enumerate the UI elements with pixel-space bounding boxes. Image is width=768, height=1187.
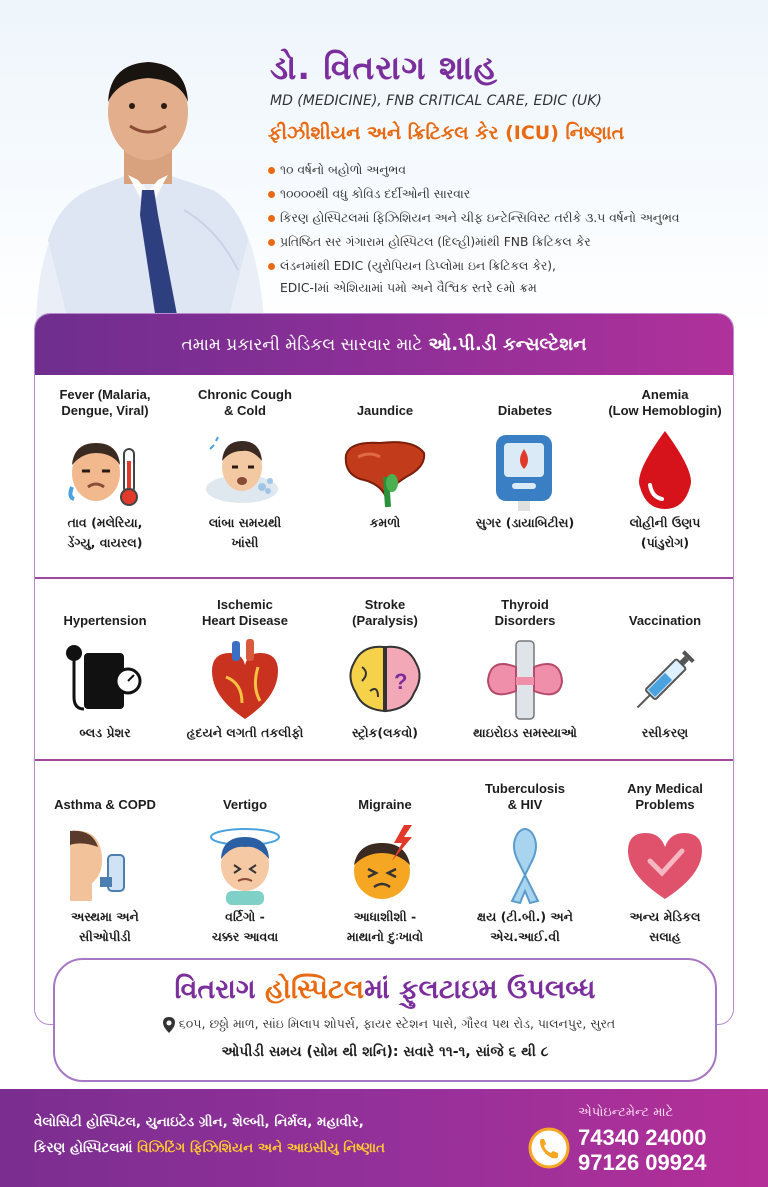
row-divider [35, 577, 734, 579]
service-stroke [315, 595, 455, 743]
heart-check-icon [620, 821, 710, 907]
service-vaccination [595, 595, 734, 743]
service-en-label: Thyroid Disorders [494, 597, 556, 628]
service-en-label: Chronic Cough & Cold [198, 387, 292, 418]
services-header-prefix: તમામ પ્રકારની મેડિકલ સારવાર માટે [181, 334, 423, 355]
service-en-label: Jaundice [356, 403, 414, 418]
phone-icon [528, 1127, 570, 1169]
service-tb-hiv [455, 779, 595, 947]
service-gu-label: ક્ષય (ટી.બી.) અને એચ.આઈ.વી [477, 909, 573, 944]
blood-drop-icon [620, 427, 710, 513]
service-any-medical [595, 779, 734, 947]
highlight-text: કિરણ હોસ્પિટલમાં ફિઝિશિયન અને ચીફ ઇન્ટેન્સિવિસ્ટ તરીકે ૩.૫ વર્ષનો અનુભવ [280, 211, 680, 225]
syringe-icon [620, 637, 710, 723]
service-gu-label: રસીકરણ [641, 725, 689, 740]
service-hypertension [35, 595, 175, 743]
highlight-text: ૧૦ વર્ષનો બહોળો અનુભવ [280, 163, 406, 177]
service-en-label: Vertigo [222, 797, 268, 812]
service-anemia [595, 385, 734, 553]
service-gu-label: થાઇરોઇડ સમસ્યાઓ [473, 725, 577, 740]
liver-icon [340, 427, 430, 513]
service-diabetes [455, 385, 595, 553]
doctor-degree: MD (MEDICINE), FNB CRITICAL CARE, EDIC (UK) [270, 93, 602, 109]
services-card [34, 313, 734, 1025]
appointment-label: એપોઇન્ટમેન્ટ માટે [578, 1105, 674, 1120]
service-gu-label: સ્ટ્રોક(લકવો) [351, 725, 419, 740]
availability-name-part3: માં ફુલટાઇમ ઉપલબ્ધ [364, 974, 596, 1005]
bp-monitor-icon [60, 637, 150, 723]
service-en-label: Asthma & COPD [54, 797, 156, 812]
service-thyroid [455, 595, 595, 743]
service-gu-label: અસ્થમા અને સીઓપીડી [71, 909, 139, 944]
service-gu-label: લોહીની ઉણપ (પાંડુરોગ) [629, 515, 701, 550]
brain-icon [340, 637, 430, 723]
inhaler-icon [60, 821, 150, 907]
glucometer-icon [480, 427, 570, 513]
service-gu-label: હૃદયને લગતી તકલીફો [186, 725, 304, 740]
highlight-text: ૧૦૦૦૦થી વધુ કોવિડ દર્દીઓની સારવાર [280, 187, 471, 201]
service-en-label: Migraine [358, 797, 412, 812]
service-en-label: Hypertension [63, 613, 147, 628]
row-divider [35, 759, 734, 761]
highlight-item [266, 158, 756, 182]
opd-timing: ઓપીડી સમય (સોમ થી શનિ): સવારે ૧૧-૧, સાંજે ૬ થી ૮ [221, 1044, 549, 1060]
service-en-label: Tuberculosis & HIV [485, 781, 565, 812]
doctor-specialty: ફીઝીશીયન અને ક્રિટિકલ કેર (ICU) નિષ્ણાત [268, 122, 625, 144]
address-text: ૬૦૫, છઠ્ઠો માળ, સાંઇ મિલાપ શોપર્સ, ફાયર સ્ટેશન પાસે, ગૌરવ પથ રોડ, પાલનપુર, સુરત [178, 1016, 616, 1031]
service-cough [175, 385, 315, 553]
phone-numbers [578, 1125, 706, 1175]
footer-line2-highlight: વિઝિટિંગ ફિઝિશિયન અને આઇસીયુ નિષ્ણાત [137, 1140, 385, 1156]
services-header [35, 314, 733, 375]
service-vertigo [175, 779, 315, 947]
service-gu-label: કમળો [369, 515, 401, 530]
services-row [35, 595, 734, 743]
service-gu-label: આધાશીશી - માથાનો દુઃખાવો [346, 909, 424, 944]
highlight-item [266, 206, 756, 230]
service-gu-label: બ્લડ પ્રેશર [79, 725, 131, 740]
location-pin-icon [163, 1017, 175, 1033]
doctor-portrait [28, 40, 268, 320]
service-jaundice [315, 385, 455, 553]
footer-text [34, 1109, 385, 1161]
service-gu-label: સુગર (ડાયાબિટીસ) [475, 515, 575, 530]
highlight-item [266, 182, 756, 206]
doctor-highlights [266, 158, 756, 298]
thyroid-icon [480, 637, 570, 723]
doctor-name: ડો. વિતરાગ શાહ [270, 48, 499, 87]
service-en-label: Diabetes [497, 403, 553, 418]
phone-number-2[interactable]: 97126 09924 [578, 1150, 707, 1175]
ribbon-icon [480, 821, 570, 907]
service-gu-label: વર્ટિગો - ચક્કર આવવા [211, 909, 279, 944]
service-migraine [315, 779, 455, 947]
footer-line1: વેલોસિટી હોસ્પિટલ, યુનાઇટેડ ગ્રીન, શેલ્બી, નિર્મલ, મહાવીર, [34, 1114, 364, 1130]
service-en-label: Fever (Malaria, Dengue, Viral) [59, 387, 151, 418]
service-asthma [35, 779, 175, 947]
footer-bar [0, 1089, 768, 1187]
service-en-label: Anemia (Low Hemoblogin) [608, 387, 722, 418]
service-en-label: Stroke (Paralysis) [352, 597, 418, 628]
dizzy-icon [200, 821, 290, 907]
services-header-bold: ઓ.પી.ડી કન્સલ્ટેશન [428, 334, 587, 355]
availability-title [55, 974, 715, 1006]
heart-icon [200, 637, 290, 723]
service-gu-label: લાંબા સમયથી ખાંસી [208, 515, 282, 550]
highlight-item [266, 254, 756, 298]
availability-box [53, 958, 717, 1082]
phone-number-1[interactable]: 74340 24000 [578, 1125, 707, 1150]
service-heart-disease [175, 595, 315, 743]
highlight-item [266, 230, 756, 254]
availability-name-part1: વિતરાગ [174, 974, 266, 1005]
service-fever [35, 385, 175, 553]
service-gu-label: તાવ (મલેરિયા, ડેંગ્યુ, વાયરલ) [67, 515, 143, 550]
service-en-label: Vaccination [628, 613, 702, 628]
service-gu-label: અન્ય મેડિકલ સલાહ [629, 909, 701, 944]
footer-line2 [34, 1135, 385, 1161]
availability-name-part2: હોસ્પિટલ [265, 974, 365, 1005]
highlight-continuation: EDIC-Iમાં એશિયામાં ૫મો અને વૈશ્વિક સ્તરે ૯મો ક્રમ [280, 281, 537, 295]
service-en-label: Any Medical Problems [627, 781, 703, 812]
services-row [35, 385, 734, 553]
service-en-label: Ischemic Heart Disease [202, 597, 288, 628]
headache-icon [340, 821, 430, 907]
fever-icon [60, 427, 150, 513]
services-row [35, 779, 734, 947]
highlight-text: પ્રતિષ્ઠિત સર ગંગારામ હોસ્પિટલ (દિલ્હી)માંથી FNB ક્રિટિકલ કેર [280, 235, 591, 249]
svg-text:?: ? [394, 669, 408, 694]
footer-line2-prefix: કિરણ હોસ્પિટલમાં [34, 1140, 138, 1156]
hospital-address [79, 1016, 699, 1033]
highlight-text: લંડનમાંથી EDIC (યુરોપિયન ડિપ્લોમા ઇન ક્રિટિકલ કેર), [280, 259, 556, 273]
cough-icon [200, 427, 290, 513]
